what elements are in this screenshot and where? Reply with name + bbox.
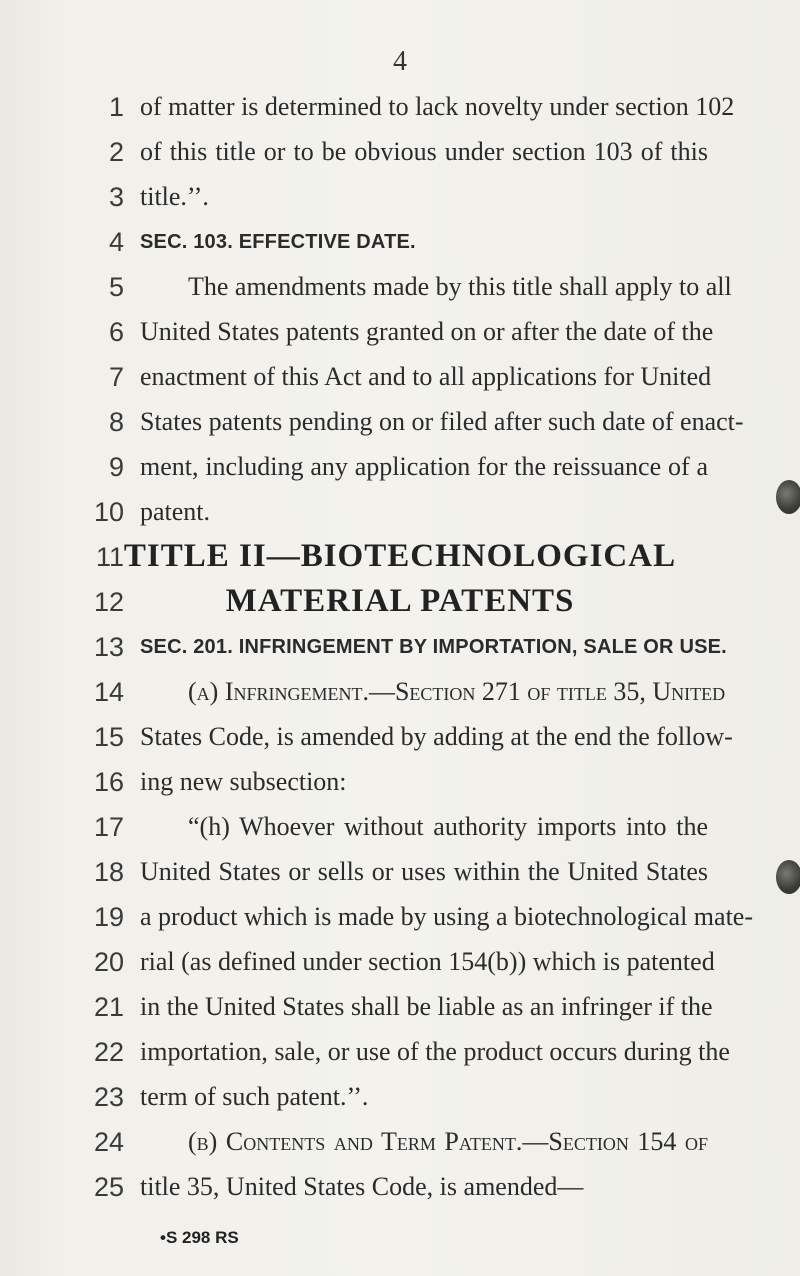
line-text: title 35, United States Code, is amended— [140, 1172, 584, 1201]
document-line [0, 1039, 800, 1083]
line-number: 23 [93, 1082, 124, 1112]
line-text: importation, sale, or use of the product occurs during the [140, 1037, 730, 1066]
line-text: of matter is determined to lack novelty under section 102 [140, 92, 735, 121]
document-line [0, 409, 800, 453]
document-line [0, 949, 800, 993]
line-text: title.’’. [140, 182, 209, 211]
line-number: 8 [108, 407, 124, 437]
document-line [0, 634, 800, 678]
document-line [0, 274, 800, 318]
document-line [0, 229, 800, 273]
line-number: 15 [93, 722, 124, 752]
document-line [0, 94, 800, 138]
line-number: 9 [108, 452, 124, 482]
document-line [0, 540, 800, 584]
line-text: term of such patent.’’. [140, 1082, 369, 1111]
line-number: 1 [108, 92, 124, 122]
line-number: 6 [108, 317, 124, 347]
line-text: a product which is made by using a biotechnological mate- [140, 902, 753, 931]
line-text: rial (as defined under section 154(b)) which is patented [140, 947, 715, 976]
line-number: 24 [93, 1127, 124, 1157]
document-line [0, 364, 800, 408]
line-number: 18 [93, 857, 124, 887]
line-number: 13 [93, 632, 124, 662]
line-text: ing new subsection: [140, 767, 347, 796]
line-text: ment, including any application for the reissuance of a [140, 452, 708, 481]
line-number: 16 [93, 767, 124, 797]
line-number: 3 [108, 182, 124, 212]
document-line [0, 1084, 800, 1128]
document-line [0, 139, 800, 183]
line-text: in the United States shall be liable as an infringer if the [140, 992, 713, 1021]
section-heading: SEC. 103. EFFECTIVE DATE. [140, 231, 416, 253]
document-line [0, 859, 800, 903]
line-text: The amendments made by this title shall apply to all [188, 272, 732, 301]
punch-hole [776, 480, 800, 514]
punch-hole [776, 860, 800, 894]
line-number: 22 [93, 1037, 124, 1067]
line-number: 21 [93, 992, 124, 1022]
document-line [0, 184, 800, 228]
line-number: 12 [93, 587, 124, 617]
line-number: 4 [108, 227, 124, 257]
document-line [0, 769, 800, 813]
document-line [0, 724, 800, 768]
document-line [0, 585, 800, 629]
document-line [0, 904, 800, 948]
line-text: States Code, is amended by adding at the end the follow- [140, 722, 733, 751]
line-number: 19 [93, 902, 124, 932]
document-line [0, 1129, 800, 1173]
title-heading: MATERIAL PATENTS [225, 583, 575, 619]
page-number: 4 [393, 46, 407, 77]
line-text: United States patents granted on or after the date of the [140, 317, 714, 346]
bill-identifier-footer: •S 298 RS [160, 1228, 239, 1247]
line-text: States patents pending on or filed after such date of enact- [140, 407, 744, 436]
line-number: 2 [108, 137, 124, 167]
line-text: enactment of this Act and to all applications for United [140, 362, 712, 391]
line-number: 5 [108, 272, 124, 302]
line-text: United States or sells or uses within the United States [140, 857, 708, 886]
line-text: (a) Infringement.—Section 271 of title 35, United [188, 677, 726, 706]
line-number: 10 [93, 497, 124, 527]
line-number: 17 [93, 812, 124, 842]
line-number: 11 [95, 542, 124, 572]
document-line [0, 1174, 800, 1218]
line-number: 25 [93, 1172, 124, 1202]
document-line [0, 454, 800, 498]
section-heading: SEC. 201. INFRINGEMENT BY IMPORTATION, SALE OR USE. [140, 636, 727, 658]
title-heading: TITLE II—BIOTECHNOLOGICAL [123, 538, 677, 574]
line-text: (b) Contents and Term Patent.—Section 154 of [188, 1127, 708, 1156]
document-line [0, 814, 800, 858]
line-text: patent. [140, 497, 211, 526]
line-number: 20 [93, 947, 124, 977]
document-line [0, 994, 800, 1038]
line-number: 7 [108, 362, 124, 392]
line-text: of this title or to be obvious under section 103 of this [140, 137, 708, 166]
document-line [0, 499, 800, 543]
document-line [0, 679, 800, 723]
document-line [0, 319, 800, 363]
line-number: 14 [93, 677, 124, 707]
line-text: “(h) Whoever without authority imports into the [188, 812, 708, 841]
